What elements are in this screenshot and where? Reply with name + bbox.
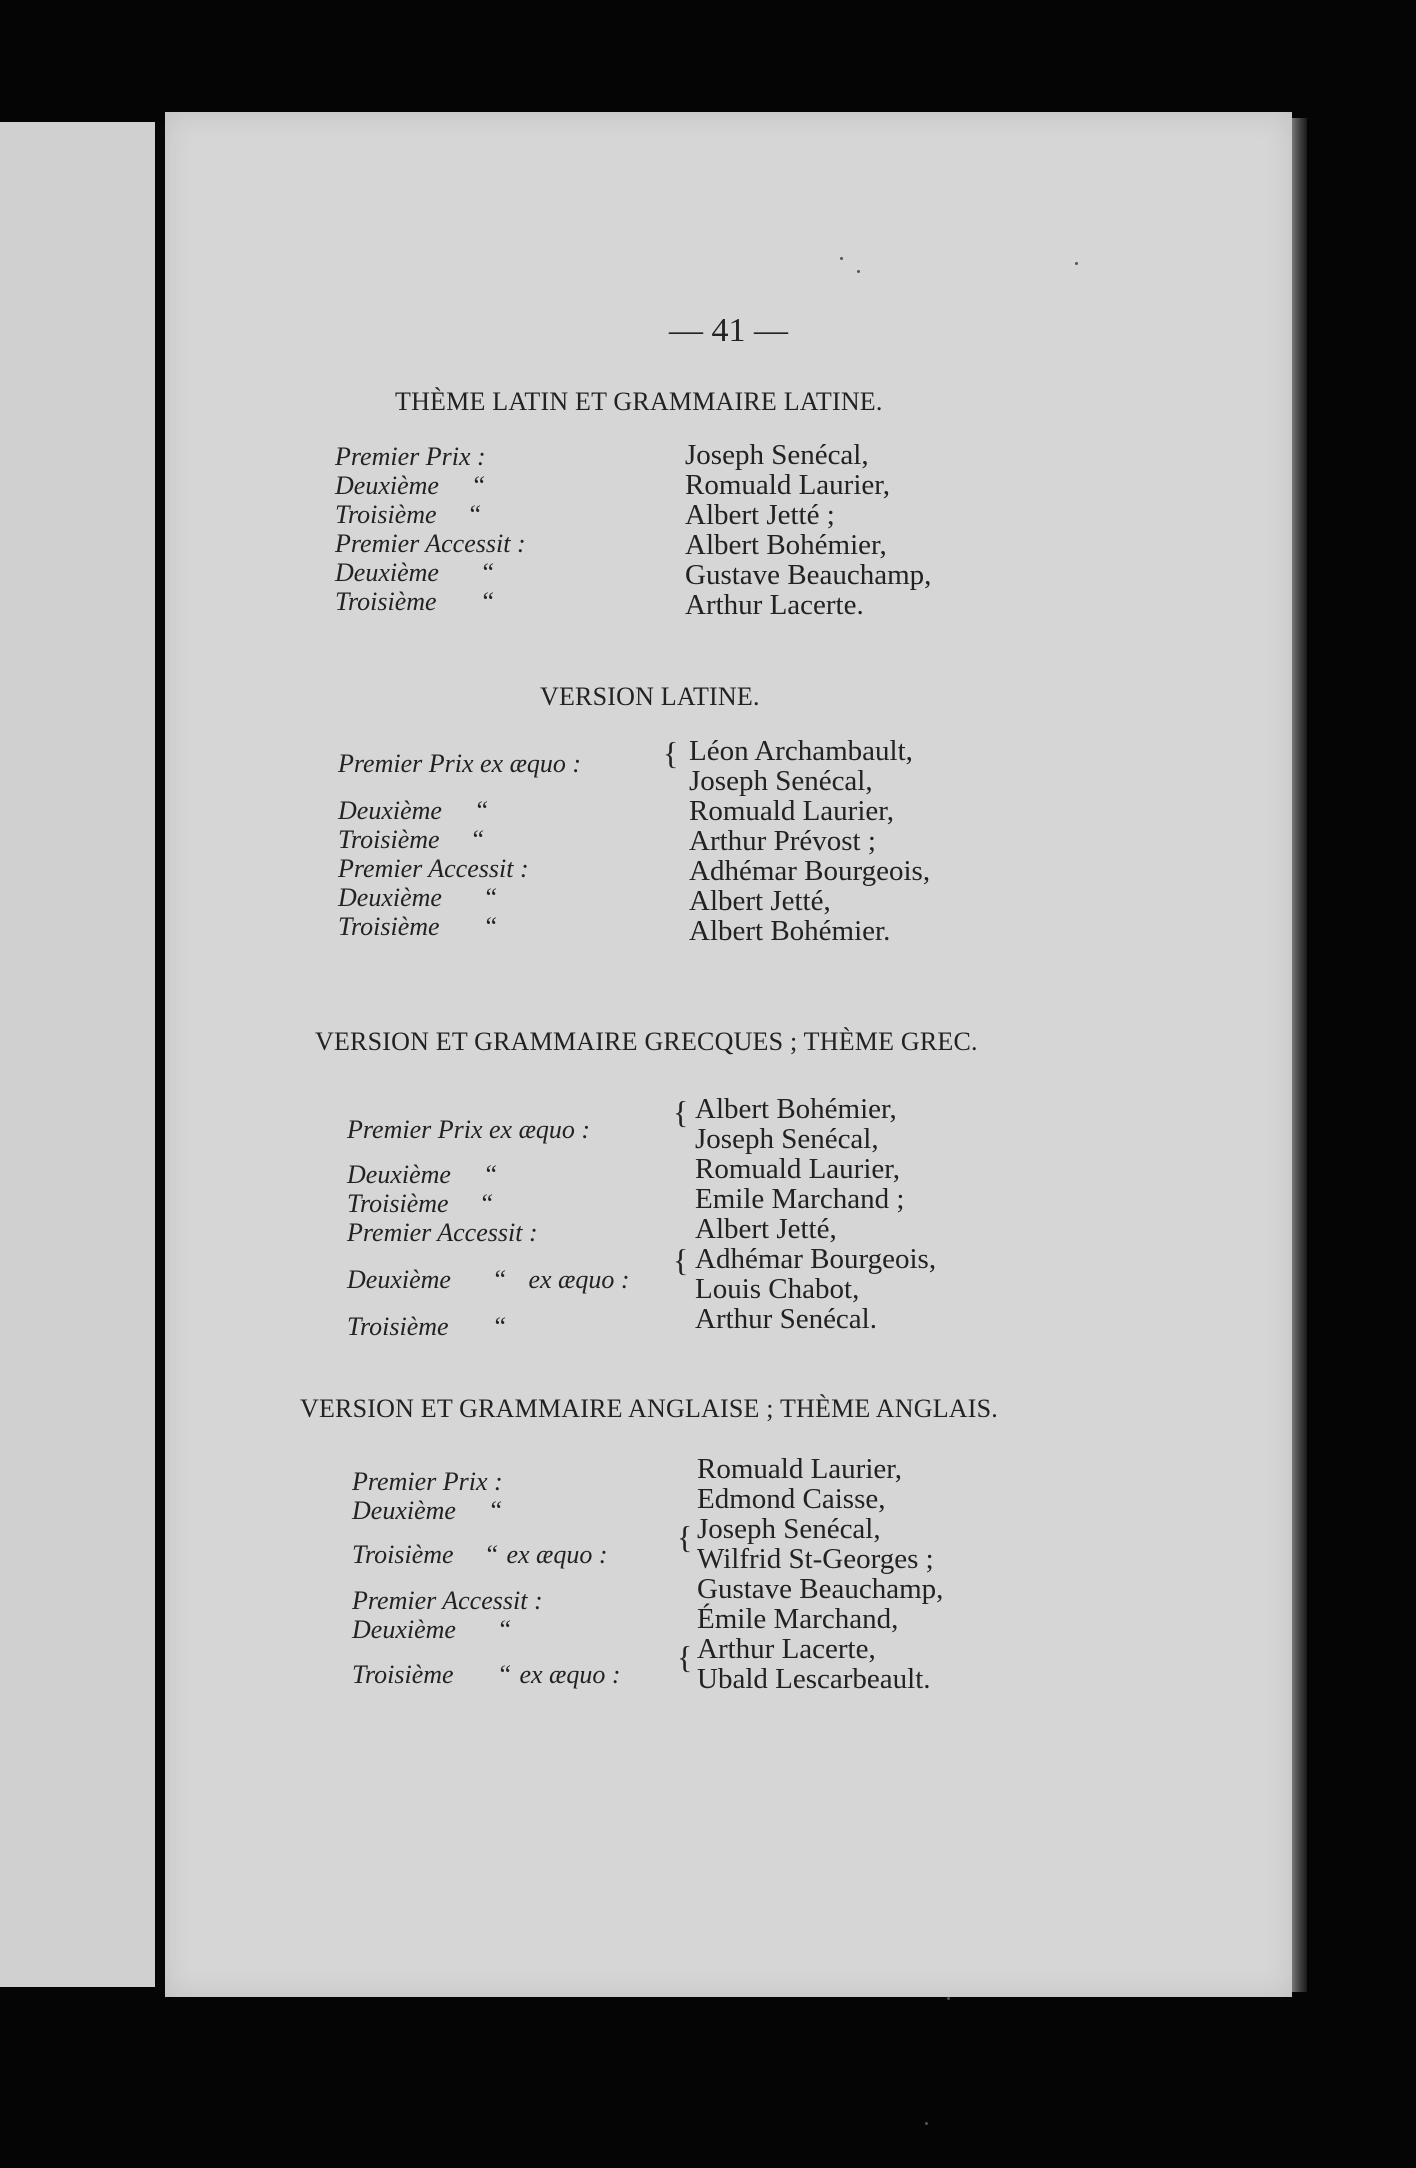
brace-ex-aequo: {	[663, 735, 679, 771]
prize-label: Troisième “	[335, 587, 495, 616]
laureate-name: Léon Archambault,	[689, 735, 913, 767]
laureate-name: Albert Bohémier.	[689, 915, 891, 947]
book-page	[165, 112, 1292, 1997]
brace-ex-aequo: {	[677, 1639, 693, 1675]
laureate-name: Romuald Laurier,	[695, 1153, 900, 1185]
laureate-name: Adhémar Bourgeois,	[695, 1243, 937, 1275]
laureate-name: Albert Bohémier,	[685, 529, 887, 561]
laureate-name: Edmond Caisse,	[697, 1483, 886, 1515]
prize-label: Premier Prix :	[335, 442, 486, 471]
prize-label: Troisième “	[338, 825, 485, 854]
prize-label: Premier Accessit :	[352, 1586, 543, 1615]
prize-label: Premier Accessit :	[347, 1218, 538, 1247]
laureate-name: Romuald Laurier,	[685, 469, 890, 501]
section-heading-version-latine: VERSION LATINE.	[540, 682, 760, 711]
prize-label: Premier Accessit :	[335, 529, 526, 558]
prize-label: Deuxième “	[352, 1496, 503, 1525]
prize-label: Troisième “	[335, 500, 482, 529]
section-heading-version-grecque: VERSION ET GRAMMAIRE GRECQUES ; THÈME GREC.	[315, 1027, 978, 1056]
paper-speck	[1075, 262, 1078, 265]
paper-speck	[840, 257, 843, 260]
laureate-name: Émile Marchand,	[697, 1603, 899, 1635]
prize-label: Deuxième “	[352, 1615, 512, 1644]
prize-label: Troisième “	[338, 912, 498, 941]
prize-label: Troisième “	[347, 1312, 507, 1341]
prize-label: Troisième “	[347, 1189, 494, 1218]
paper-speck	[947, 1997, 950, 2000]
laureate-name: Joseph Senécal,	[695, 1123, 879, 1155]
laureate-name: Gustave Beauchamp,	[685, 559, 932, 591]
laureate-name: Arthur Lacerte.	[685, 589, 864, 621]
section-heading-version-anglaise: VERSION ET GRAMMAIRE ANGLAISE ; THÈME ANGLAIS.	[300, 1394, 998, 1423]
prize-label: Premier Prix ex æquo :	[347, 1115, 591, 1144]
book-gutter	[155, 122, 165, 1992]
prize-label: Troisième “ ex æquo :	[352, 1660, 621, 1689]
brace-ex-aequo: {	[673, 1242, 689, 1278]
laureate-list	[695, 1094, 936, 1334]
laureate-name: Ubald Lescarbeault.	[697, 1663, 931, 1695]
brace-ex-aequo: {	[673, 1094, 689, 1130]
prize-label: Deuxième “	[335, 558, 495, 587]
laureate-list	[685, 440, 931, 620]
laureate-name: Arthur Senécal.	[695, 1303, 877, 1335]
laureate-list	[689, 736, 930, 946]
laureate-name: Louis Chabot,	[695, 1273, 860, 1305]
laureate-name: Gustave Beauchamp,	[697, 1573, 944, 1605]
laureate-name: Albert Jetté,	[695, 1213, 837, 1245]
prize-label: Premier Prix ex æquo :	[338, 749, 582, 778]
prize-label: Troisième “ ex æquo :	[352, 1540, 608, 1569]
laureate-name: Adhémar Bourgeois,	[689, 855, 931, 887]
page-edge	[1292, 118, 1307, 1992]
prize-label: Deuxième “	[338, 883, 498, 912]
laureate-name: Romuald Laurier,	[689, 795, 894, 827]
laureate-name: Romuald Laurier,	[697, 1453, 902, 1485]
prize-label: Deuxième “ ex æquo :	[347, 1265, 630, 1294]
laureate-name: Wilfrid St-Georges ;	[697, 1543, 934, 1575]
prize-label: Deuxième “	[347, 1160, 498, 1189]
laureate-name: Albert Jetté,	[689, 885, 831, 917]
page-number: — 41 —	[669, 312, 788, 349]
laureate-name: Albert Jetté ;	[685, 499, 835, 531]
paper-speck	[925, 2122, 928, 2125]
laureate-name: Arthur Prévost ;	[689, 825, 876, 857]
brace-ex-aequo: {	[677, 1519, 693, 1555]
facing-page	[0, 122, 155, 1987]
section-heading-theme-latin: THÈME LATIN ET GRAMMAIRE LATINE.	[395, 387, 883, 416]
laureate-list	[697, 1454, 943, 1694]
laureate-name: Emile Marchand ;	[695, 1183, 905, 1215]
prize-label: Premier Prix :	[352, 1467, 503, 1496]
prize-label: Premier Accessit :	[338, 854, 529, 883]
prize-label: Deuxième “	[338, 796, 489, 825]
paper-speck	[857, 270, 860, 273]
laureate-name: Joseph Senécal,	[685, 439, 869, 471]
laureate-name: Joseph Senécal,	[689, 765, 873, 797]
laureate-name: Albert Bohémier,	[695, 1093, 897, 1125]
laureate-name: Joseph Senécal,	[697, 1513, 881, 1545]
prize-label: Deuxième “	[335, 471, 486, 500]
laureate-name: Arthur Lacerte,	[697, 1633, 876, 1665]
